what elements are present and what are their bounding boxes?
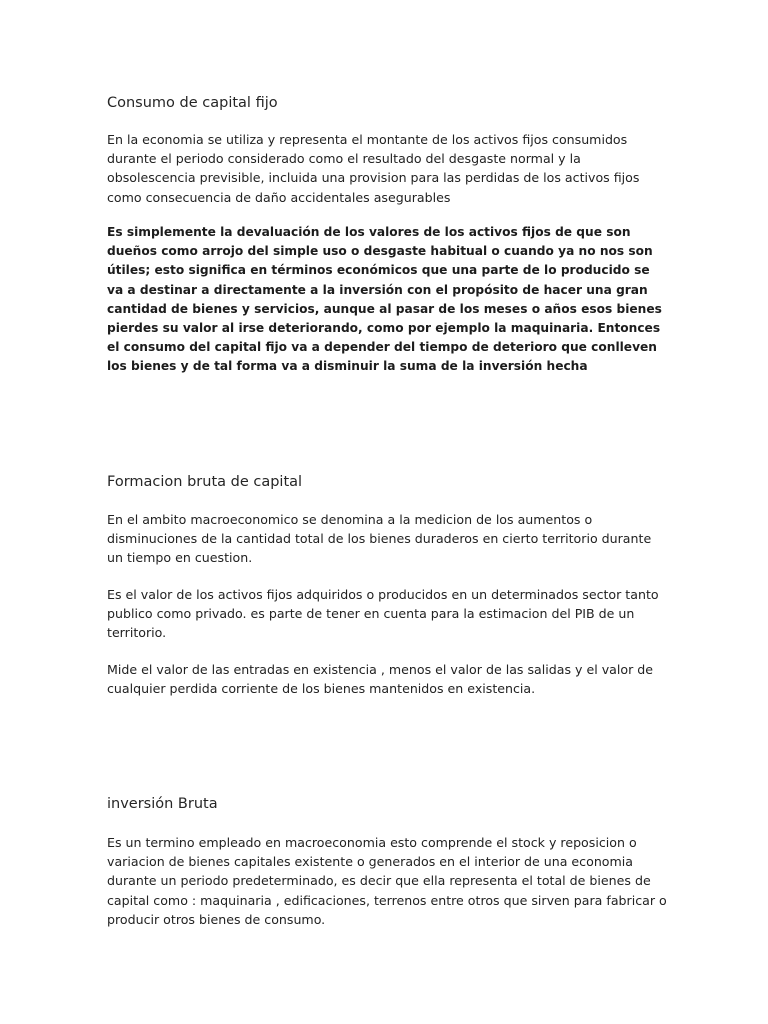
paragraph: En la economia se utiliza y representa el montante de los activos fijos consumidos durante el periodo considerado como el resultado del desgaste normal y la obsolescencia previsible, incluida una provision para las perdidas de los activos fijos como consecuencia de daño accidentales asegurables (107, 132, 640, 205)
paragraph: En el ambito macroeconomico se denomina a la medicion de los aumentos o disminuciones de la cantidad total de los bienes duraderos en cierto territorio durante un tiempo en cuestion. (107, 512, 652, 566)
paragraph-bold: Es simplemente la devaluación de los valores de los activos fijos de que son dueños como arrojo del simple uso o desgaste habitual o cuando ya no nos son útiles; esto significa en términos económicos que una parte de lo producido se va a destinar a directamente a la inversión con el propósito de hacer una gran cantidad de bienes y servicios, aunque al pasar de los meses o años esos bienes pierdes su valor al irse deteriorando, como por ejemplo la maquinaria. Entonces el consumo del capital fijo va a depender del tiempo de deterioro que conlleven los bienes y de tal forma va a disminuir la suma de la inversión hecha (107, 225, 662, 374)
paragraph: Es un termino empleado en macroeconomia esto comprende el stock y reposicion o variacion de bienes capitales existente o generados en el interior de una economia durante un periodo predeterminado, es decir que ella representa el total de bienes de capital como : maquinaria , edificaciones, terrenos entre otros que sirven para fabricar o producir otros bienes de consumo. (107, 835, 667, 927)
section-heading-consumo-capital-fijo: Consumo de capital fijo (107, 95, 278, 111)
paragraph: Es el valor de los activos fijos adquiridos o producidos en un determinados sector tanto publico como privado. es parte de tener en cuenta para la estimacion del PIB de un territorio. (107, 587, 659, 641)
paragraph: Mide el valor de las entradas en existencia , menos el valor de las salidas y el valor de cualquier perdida corriente de los bienes mantenidos en existencia. (107, 662, 654, 697)
section-heading-formacion-bruta-capital: Formacion bruta de capital (107, 474, 303, 490)
section-heading-inversion-bruta: inversión Bruta (107, 796, 218, 812)
